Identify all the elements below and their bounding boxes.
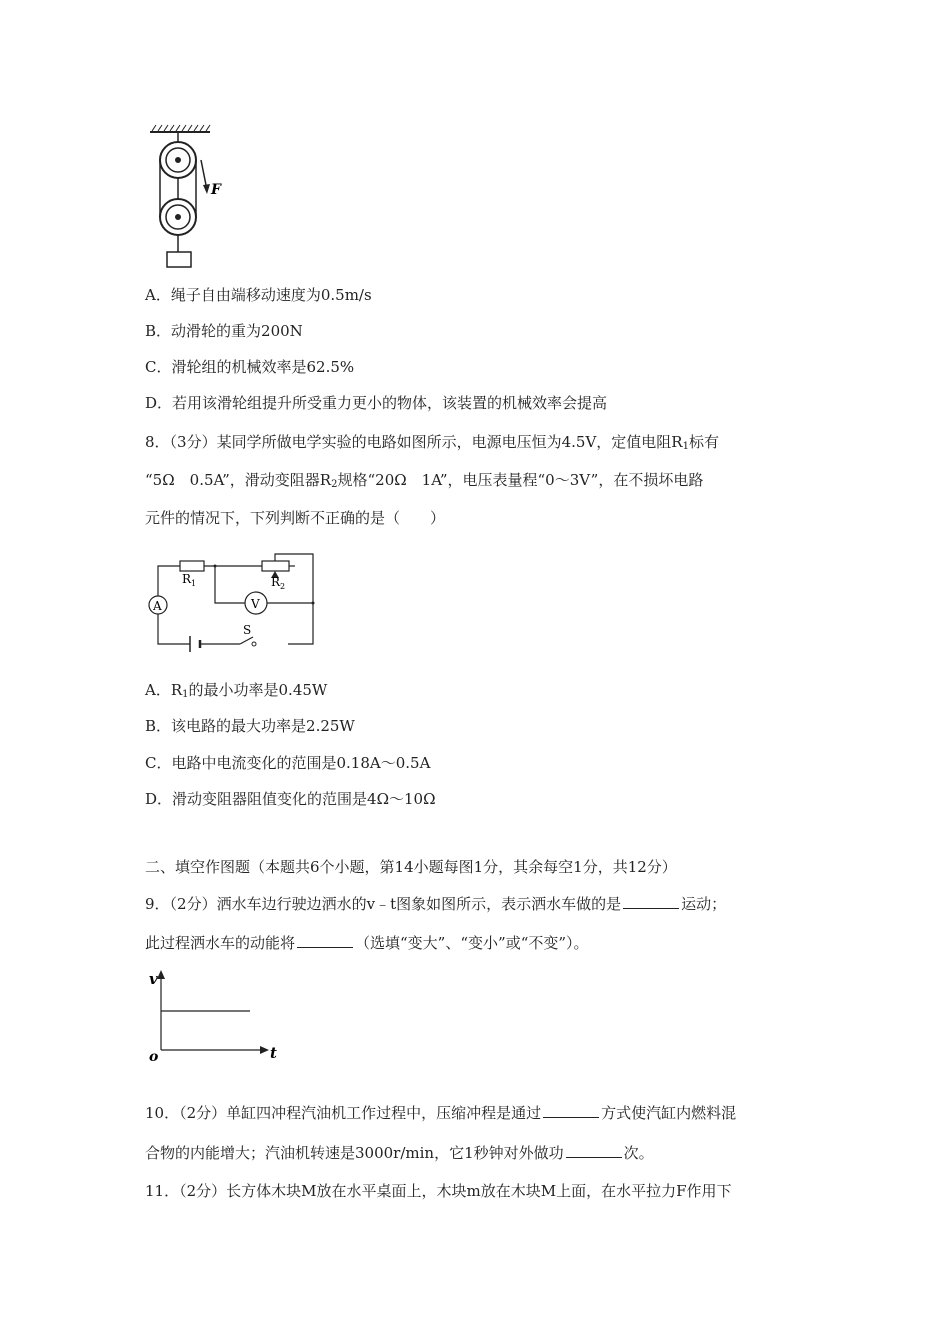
q9-blank-1[interactable] [623,894,679,909]
r2-label: $R_2$ [271,575,286,591]
t-axis-label: t [270,1044,277,1062]
switch-label: S [243,623,252,637]
q7-option-c: C．滑轮组的机械效率是62.5% [145,358,355,376]
q7-option-b: B．动滑轮的重为200N [145,322,303,340]
circuit-figure [145,548,325,658]
q10-blank-1[interactable] [543,1103,599,1118]
voltmeter-label: V [251,597,260,611]
q7-option-a: A．绳子自由端移动速度为0.5m/s [145,286,372,304]
force-label: F [211,182,221,198]
q10-blank-2[interactable] [566,1143,622,1158]
ammeter-label: A [153,599,162,613]
q10-stem-line1: 10．（2分）单缸四冲程汽油机工作过程中，压缩冲程是通过 方式使汽缸内燃料混 [145,1104,737,1122]
r1-label: $R_1$ [182,572,197,588]
q9-blank-2[interactable] [297,933,353,948]
section-title: 二、填空作图题（本题共6个小题，第14小题每图1分，其余每空1分，共12分） [145,858,677,876]
q8-option-c: C．电路中电流变化的范围是0.18A～0.5A [145,754,431,772]
v-axis-label: v [149,970,158,988]
q11-stem-line1: 11．（2分）长方体木块M放在水平桌面上，木块m放在木块M上面，在水平拉力F作用下 [145,1182,732,1200]
q8-stem-line3: 元件的情况下，下列判断不正确的是（ ） [145,509,446,527]
q7-option-d: D．若用该滑轮组提升所受重力更小的物体，该装置的机械效率会提高 [145,394,608,412]
q9-stem-line2: 此过程洒水车的动能将 （选填“变大”、“变小”或“不变”）。 [145,934,589,952]
q10-stem-line2: 合物的内能增大；汽油机转速是3000r/min，它1秒钟对外做功 次。 [145,1144,654,1162]
q9-stem-line1: 9．（2分）洒水车边行驶边洒水的v﹣t图象如图所示，表示洒水车做的是 运动； [145,895,727,913]
q8-option-d: D．滑动变阻器阻值变化的范围是4Ω～10Ω [145,790,436,808]
pulley-figure [145,122,255,272]
vt-graph [145,968,285,1063]
origin-label: o [149,1049,159,1065]
q8-stem-line1: 8．（3分）某同学所做电学实验的电路如图所示，电源电压恒为4.5V，定值电阻$R_1$标有 [145,433,719,452]
q8-option-a: A．$R_1$的最小功率是0.45W [145,681,328,700]
q8-option-b: B．该电路的最大功率是2.25W [145,717,355,735]
q8-stem-line2: “5Ω 0.5A”，滑动变阻器$R_2$规格“20Ω 1A”，电压表量程“0～3V”，在不损坏电路 [145,471,704,490]
